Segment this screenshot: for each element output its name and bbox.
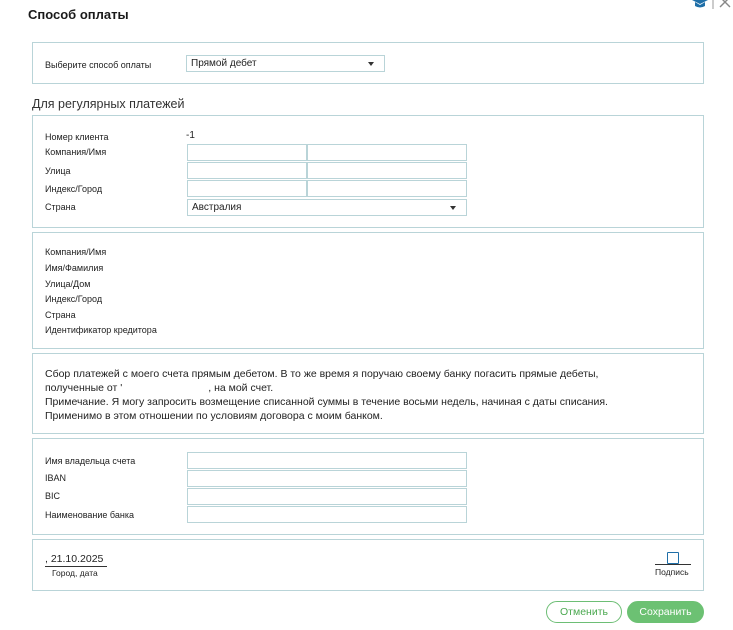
- mandate-line-2-prefix: полученные от ': [45, 382, 123, 394]
- payment-method-value: Прямой дебет: [191, 58, 257, 69]
- signature-panel: [32, 539, 704, 591]
- country-label: Страна: [45, 202, 76, 212]
- chevron-down-icon: [450, 206, 456, 210]
- payment-method-panel: [32, 42, 704, 84]
- bank-name-field[interactable]: [187, 506, 467, 523]
- regular-payments-heading: Для регулярных платежей: [32, 97, 185, 111]
- place-date-caption: Город, дата: [52, 568, 98, 578]
- signature-checkbox-icon[interactable]: [667, 552, 679, 564]
- creditor-company-label: Компания/Имя: [45, 247, 107, 257]
- street-field-2[interactable]: [307, 162, 467, 179]
- creditor-zip-city-label: Индекс/Город: [45, 294, 103, 304]
- mandate-line-2: [45, 381, 685, 395]
- mandate-line-2-suffix: , на мой счет.: [208, 382, 274, 394]
- zip-city-label: Индекс/Город: [45, 184, 103, 194]
- cancel-button[interactable]: Отменить: [546, 601, 622, 623]
- mandate-line-1: Сбор платежей с моего счета прямым дебетом. В то же время я поручаю своему банку погасить прямые дебеты,: [45, 368, 599, 380]
- place-date-underline: [45, 566, 107, 567]
- company-name-field-1[interactable]: [187, 144, 307, 161]
- dialog-title: Способ оплаты: [28, 7, 129, 22]
- creditor-name-label: Имя/Фамилия: [45, 263, 104, 273]
- company-name-label: Компания/Имя: [45, 147, 107, 157]
- bank-name-label: Наименование банка: [45, 510, 134, 520]
- street-field-1[interactable]: [187, 162, 307, 179]
- iban-label: IBAN: [45, 473, 67, 483]
- mandate-text-panel: [32, 353, 704, 434]
- close-icon[interactable]: [717, 0, 733, 15]
- bic-label: BIC: [45, 491, 61, 501]
- city-field[interactable]: [307, 180, 467, 197]
- mandate-text: [45, 367, 685, 423]
- iban-field[interactable]: [187, 470, 467, 487]
- payment-method-select[interactable]: [186, 55, 385, 72]
- customer-number-label: Номер клиента: [45, 132, 109, 142]
- dialog-top-actions: [691, 0, 733, 15]
- signature-underline: [655, 564, 691, 565]
- zip-field[interactable]: [187, 180, 307, 197]
- bic-field[interactable]: [187, 488, 467, 505]
- creditor-street-label: Улица/Дом: [45, 279, 91, 289]
- signature-caption: Подпись: [655, 567, 689, 577]
- payment-method-label: Выберите способ оплаты: [45, 60, 152, 70]
- customer-address-panel: [32, 115, 704, 228]
- save-button[interactable]: Сохранить: [627, 601, 704, 623]
- place-date-value: , 21.10.2025: [45, 553, 104, 565]
- help-icon[interactable]: [691, 0, 709, 15]
- creditor-country-label: Страна: [45, 310, 76, 320]
- creditor-id-label: Идентификатор кредитора: [45, 325, 157, 335]
- bank-details-panel: [32, 438, 704, 535]
- country-value: Австралия: [192, 202, 242, 213]
- divider-icon: [712, 0, 714, 14]
- creditor-info-panel: [32, 232, 704, 349]
- mandate-line-3: Примечание. Я могу запросить возмещение списанной суммы в течение восьми недель, начиная с даты списания.: [45, 396, 608, 408]
- account-holder-label: Имя владельца счета: [45, 456, 136, 466]
- chevron-down-icon: [368, 62, 374, 66]
- street-label: Улица: [45, 166, 71, 176]
- country-select[interactable]: [187, 199, 467, 216]
- account-holder-field[interactable]: [187, 452, 467, 469]
- company-name-field-2[interactable]: [307, 144, 467, 161]
- customer-number-value: -1: [186, 130, 195, 141]
- mandate-line-4: Применимо в этом отношении по условиям договора с моим банком.: [45, 410, 383, 422]
